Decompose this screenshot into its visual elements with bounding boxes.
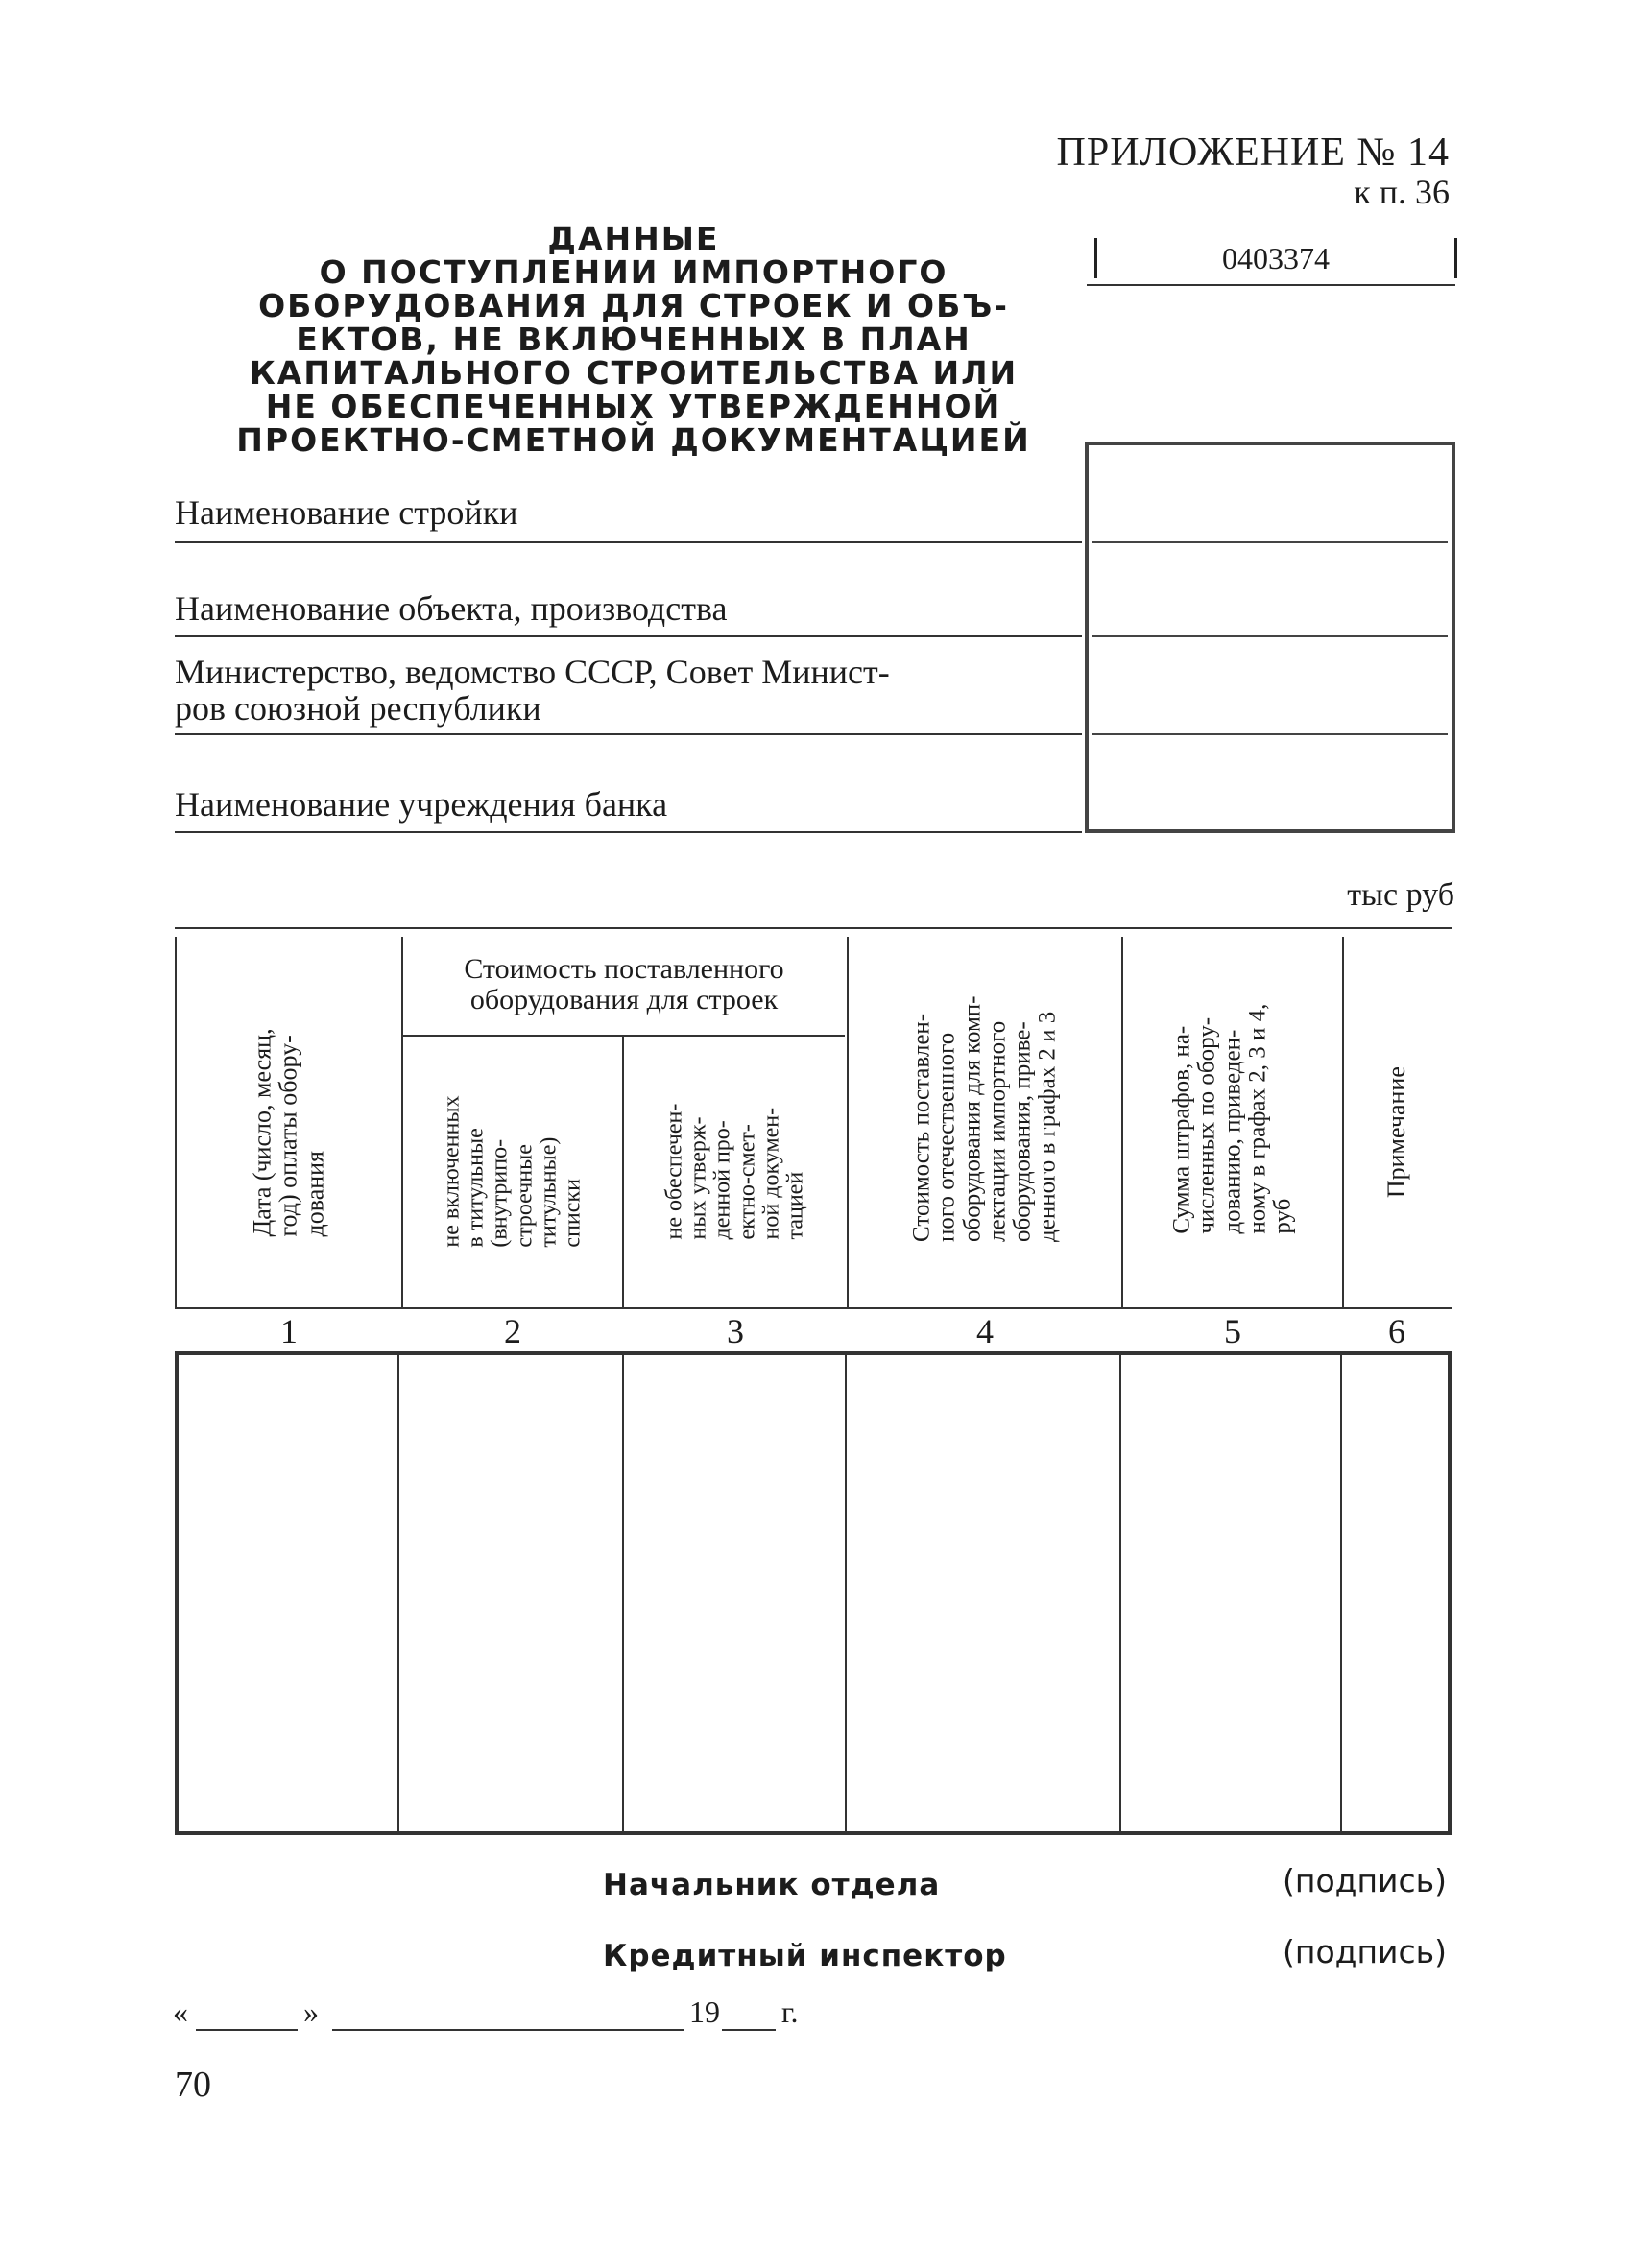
group-header-line2: оборудования для строек: [469, 984, 779, 1016]
col-number-4: 4: [976, 1312, 994, 1350]
col-number-5: 5: [1224, 1312, 1241, 1350]
col-header-3-line: денной про-: [709, 1120, 735, 1240]
col-header-2-line: (внутрипо-: [487, 1139, 513, 1249]
document-title: [221, 220, 1046, 459]
col-header-2-line: строечные: [511, 1144, 537, 1249]
object-name-line[interactable]: [175, 635, 1082, 637]
col-header-4-line: оборудования для комп-: [958, 995, 985, 1243]
codes-frame-row-divider: [1092, 541, 1448, 543]
col-header-3-line: тацией: [782, 1172, 808, 1240]
credit-inspector-label: Кредитный инспектор: [603, 1939, 1007, 1973]
col-number-2: 2: [504, 1312, 521, 1350]
ministry-line[interactable]: [175, 733, 1082, 735]
body-right-border: [1448, 1351, 1452, 1831]
col-header-3-line: не обеспечен-: [661, 1104, 687, 1240]
date-year-prefix: 19: [689, 1994, 720, 2029]
title-line: ОБОРУДОВАНИЯ ДЛЯ СТРОЕК И ОБЪ-: [258, 286, 1009, 324]
date-month-blank[interactable]: [332, 2029, 684, 2031]
head-signature-label: (подпись): [1283, 1862, 1447, 1899]
group-header-divider: [403, 1035, 845, 1037]
col-header-6-line: Примечание: [1382, 1066, 1411, 1199]
col-header-3-line: ных утверж-: [685, 1117, 711, 1240]
body-col-divider: [397, 1351, 399, 1831]
table-bottom-border: [175, 1831, 1452, 1835]
col-header-4-line: Стоимость поставлен-: [908, 1014, 935, 1243]
construction-name-label: Наименование стройки: [175, 493, 518, 532]
col-header-2-line: в титульные: [463, 1128, 489, 1249]
form-code-underline: [1087, 284, 1455, 286]
col-header-4-line: оборудования, приве-: [1009, 1021, 1036, 1243]
col-header-5-line: Сумма штрафов, на-: [1168, 1026, 1195, 1235]
col-header-1-line: дования: [300, 1151, 329, 1237]
ministry-label-line2: ров союзной республики: [175, 689, 541, 728]
col-header-3-line: ектно-смет-: [734, 1124, 759, 1240]
title-line: ЕКТОВ, НЕ ВКЛЮЧЕННЫХ В ПЛАН: [296, 320, 972, 358]
col-header-5-line: дованию, приведен-: [1218, 1030, 1245, 1235]
page-number: 70: [175, 2065, 211, 2105]
col-header-2: [403, 1039, 622, 1305]
bank-name-label: Наименование учреждения банка: [175, 785, 668, 824]
date-open-quote: «: [173, 1994, 188, 2029]
col-header-1: [177, 960, 401, 1305]
col-header-1-line: Дата (число, месяц,: [249, 1028, 277, 1237]
col-number-1: 1: [280, 1312, 298, 1350]
title-line: О ПОСТУПЛЕНИИ ИМПОРТНОГО: [319, 252, 948, 291]
construction-name-line[interactable]: [175, 541, 1082, 543]
date-year-suffix: г.: [781, 1994, 799, 2029]
col-header-6: [1344, 960, 1450, 1305]
object-name-label: Наименование объекта, производства: [175, 589, 728, 628]
col-number-6: 6: [1388, 1312, 1405, 1350]
title-line: НЕ ОБЕСПЕЧЕННЫХ УТВЕРЖДЕННОЙ: [265, 387, 1002, 425]
col-header-3-line: ной докумен-: [758, 1108, 784, 1240]
header-bottom-line: [175, 1307, 1452, 1309]
col-header-4: [849, 933, 1121, 1305]
body-col-divider: [845, 1351, 847, 1831]
col-header-1-line: год) оплаты обору-: [275, 1035, 303, 1237]
body-col-divider: [622, 1351, 624, 1831]
col-header-5-line: руб: [1269, 1198, 1296, 1235]
appendix-number: ПРИЛОЖЕНИЕ № 14: [1056, 131, 1450, 175]
units-label: тыс руб: [1347, 877, 1454, 913]
codes-frame-row-divider: [1092, 635, 1448, 637]
title-line: ДАННЫЕ: [547, 220, 720, 257]
body-col-divider: [1340, 1351, 1342, 1831]
title-line: ПРОЕКТНО-СМЕТНОЙ ДОКУМЕНТАЦИЕЙ: [236, 420, 1031, 459]
bank-name-line[interactable]: [175, 831, 1082, 833]
col-header-2-line: титульные): [536, 1137, 562, 1249]
col-header-5-line: ному в графах 2, 3 и 4,: [1244, 1003, 1271, 1235]
group-header-line1: Стоимость поставленного: [464, 953, 784, 985]
col-header-4-line: ного отечественного: [933, 1032, 960, 1243]
table-top-border: [175, 927, 1452, 929]
col-header-4-line: денного в графах 2 и 3: [1034, 1011, 1061, 1243]
head-of-department-label: Начальник отдела: [603, 1868, 941, 1902]
title-line: КАПИТАЛЬНОГО СТРОИТЕЛЬСТВА ИЛИ: [249, 353, 1019, 392]
col-header-2-line: не включенных: [439, 1095, 465, 1249]
codes-frame-row-divider: [1092, 733, 1448, 735]
col-header-5: [1123, 933, 1342, 1305]
date-close-quote: »: [303, 1994, 319, 2029]
body-col-divider: [1119, 1351, 1121, 1831]
date-day-blank[interactable]: [196, 2029, 298, 2031]
appendix-reference: к п. 36: [1354, 173, 1450, 211]
inspector-signature-label: (подпись): [1283, 1933, 1447, 1970]
codes-frame: [1085, 442, 1455, 833]
col-number-3: 3: [727, 1312, 744, 1350]
col-header-5-line: численных по обору-: [1193, 1017, 1220, 1235]
group-header: [403, 954, 845, 1016]
col-header-3: [624, 1039, 847, 1305]
form-code: 0403374: [1094, 238, 1457, 278]
body-left-border: [175, 1351, 179, 1831]
ministry-label-line1: Министерство, ведомство СССР, Совет Минист-: [175, 653, 890, 691]
col-header-2-line: списки: [560, 1179, 586, 1249]
date-year-blank[interactable]: [722, 2029, 776, 2031]
col-header-4-line: лектации импортного: [983, 1020, 1010, 1243]
body-top-border: [175, 1351, 1452, 1355]
